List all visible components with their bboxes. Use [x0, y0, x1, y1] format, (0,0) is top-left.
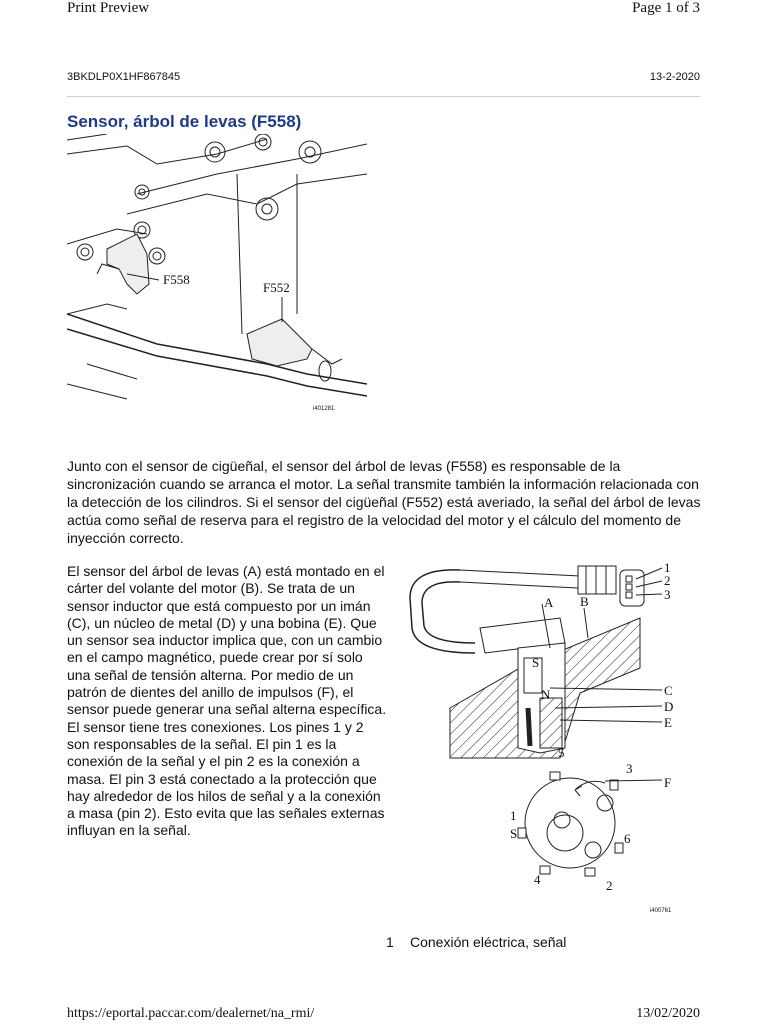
label-b: B: [580, 594, 589, 609]
vin-number: 3BKDLP0X1HF867845: [67, 71, 181, 83]
legend-item-text: Conexión eléctrica, señal: [410, 934, 567, 950]
ring-mark-4: 4: [534, 872, 541, 887]
document-date: 13-2-2020: [649, 71, 700, 83]
legend-item: [386, 934, 566, 950]
label-n-magnet: N: [541, 687, 551, 702]
engine-sensor-illustration: [67, 134, 367, 416]
ring-mark-2: 2: [606, 878, 613, 893]
header-divider: [67, 96, 700, 97]
legend-list: [386, 934, 566, 950]
label-a: A: [544, 595, 554, 610]
label-d: D: [664, 699, 674, 714]
print-preview-title: Print Preview: [67, 0, 150, 16]
label-pin-2: 2: [664, 573, 671, 588]
footer-date: 13/02/2020: [636, 1006, 700, 1021]
ring-mark-5: 5: [558, 745, 565, 760]
page-title: Sensor, árbol de levas (F558): [67, 112, 302, 131]
sensor-schematic: [400, 558, 700, 918]
ring-mark-s: S: [510, 826, 518, 841]
page-counter: Page 1 of 3: [632, 0, 700, 16]
label-f552: F552: [263, 280, 290, 295]
label-pin-1: 1: [664, 560, 671, 575]
ring-mark-3: 3: [626, 761, 633, 776]
figure1-image-code: i401281: [313, 406, 335, 412]
ring-mark-1: 1: [510, 808, 517, 823]
footer-url-link[interactable]: https://eportal.paccar.com/dealernet/na_rmi/: [67, 1006, 315, 1021]
label-c: C: [664, 683, 673, 698]
ring-mark-6: 6: [624, 831, 631, 846]
figure2-image-code: i400761: [650, 908, 672, 914]
label-pin-3: 3: [664, 587, 671, 602]
label-e: E: [664, 715, 672, 730]
label-f: F: [664, 775, 672, 790]
description-paragraph: El sensor del árbol de levas (A) está montado en el cárter del volante del motor (B). Se trata de un sensor inductor que está compuesto por un imán (C), un núcleo de metal (D) y una bobina (E). Que un sensor sea inductor implica que, con un cambio en el campo magnético, puede crear por sí solo una señal de tensión alterna. Por medio de un patrón de dientes del anillo de impulsos (F), el sensor puede generar una señal alterna específica. El sensor tiene tres conexiones. Los pines 1 y 2 son responsables de la señal. El pin 1 es la conexión de la señal y el pin 2 es la conexión a masa. El pin 3 está conectado a la protección que hay alrededor de los hilos de señal y a la conexión a masa (pin 2). Esto evita que las señales externas influyan en la señal.: [67, 563, 387, 839]
label-f558: F558: [163, 272, 190, 287]
intro-paragraph: Junto con el sensor de cigüeñal, el sensor del árbol de levas (F558) es responsable de la sincronización cuando se arranca el motor. La señal transmite también la información relacionada con la detección de los cilindros. Si el sensor del cigüeñal (F552) está averiado, la señal del árbol de levas actúa como señal de reserva para el registro de la velocidad del motor y el cálculo del momento de inyección correcto.: [67, 458, 701, 546]
label-s-magnet: S: [532, 655, 540, 670]
legend-item-number: 1: [386, 934, 394, 950]
